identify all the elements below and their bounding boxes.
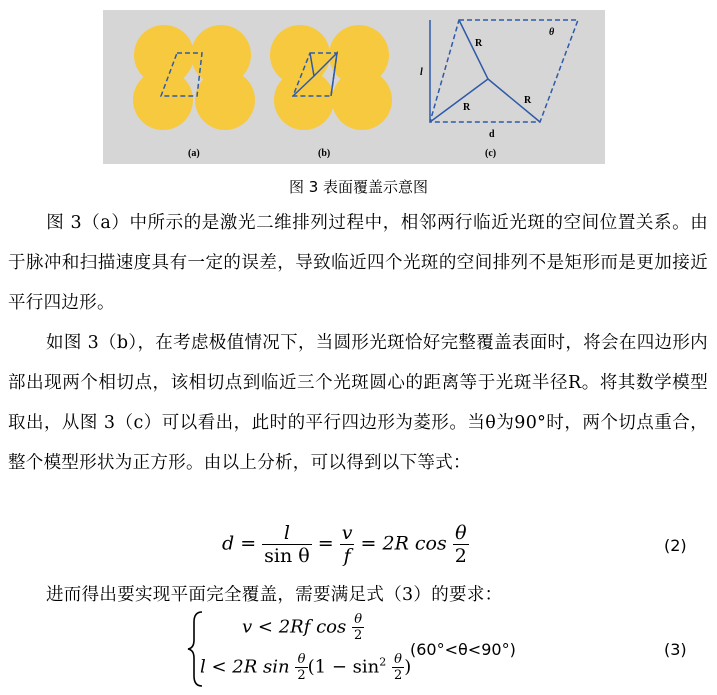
numerator: θ	[453, 522, 469, 545]
spot-circle	[195, 70, 255, 130]
spot-circle	[274, 70, 334, 130]
figure-3	[103, 10, 605, 164]
denominator: 2	[393, 668, 403, 683]
label-theta: θ	[549, 27, 555, 38]
paragraph	[8, 203, 708, 323]
numerator: l	[262, 522, 312, 545]
numerator: θ	[295, 652, 307, 668]
denominator: 2	[297, 668, 306, 683]
radius-line	[488, 79, 540, 122]
fraction	[392, 652, 404, 683]
rhombus-outline	[430, 20, 578, 122]
fraction	[340, 522, 355, 567]
diagram-a	[133, 25, 255, 130]
spot-circle	[332, 70, 392, 130]
denominator: sin θ	[264, 545, 310, 567]
figure-caption: 图 3 表面覆盖示意图	[288, 178, 429, 196]
equation-condition: (60°<θ<90°)	[410, 640, 516, 659]
eq-text: )	[404, 656, 412, 678]
numerator: θ	[392, 652, 404, 668]
radius-lines	[430, 20, 488, 122]
diagram-b	[270, 25, 392, 130]
equation-number: (3)	[664, 640, 687, 659]
fraction	[453, 522, 469, 567]
paragraph	[8, 323, 708, 483]
eq-text: =	[317, 532, 334, 555]
equation-2	[222, 522, 469, 567]
denominator: 2	[454, 545, 467, 567]
equation-3-line-2	[200, 652, 411, 683]
equation-number: (2)	[664, 536, 687, 555]
fraction	[295, 652, 307, 683]
eq-text: v < 2Rf cos	[242, 616, 347, 638]
eq-text: (1 − sin	[307, 656, 380, 678]
eq-text: l < 2R sin	[200, 656, 290, 678]
eq-text: = 2R cos	[360, 532, 447, 555]
paragraph	[8, 575, 708, 615]
figure-3-drawing	[103, 10, 605, 164]
diagram-c	[420, 20, 578, 140]
sub-label-a: (a)	[188, 148, 200, 159]
sub-label-b: (b)	[318, 148, 331, 159]
paragraph-text: 进而得出要实现平面完全覆盖，需要满足式（3）的要求：	[46, 585, 503, 605]
paragraph-text: 如图 3（b），在考虑极值情况下，当圆形光斑恰好完整覆盖表面时，将会在四边形内部出现两个相切点，该相切点到临近三个光斑圆心的距离等于光斑半径R。将其数学模型取出，从图 3（c）可以看出，此时的平行四边形为菱形。当θ为90°时，两个切点重合，整个模型形状为正方形。由以上分析，可以得到以下等式：	[8, 333, 708, 473]
label-d: d	[489, 129, 495, 140]
denominator: 2	[353, 628, 363, 643]
superscript: 2	[379, 655, 387, 669]
label-r: R	[475, 38, 483, 49]
denominator: f	[343, 545, 351, 567]
numerator: v	[341, 522, 353, 544]
fraction	[352, 612, 364, 643]
paragraph-text: 图 3（a）中所示的是激光二维排列过程中，相邻两行临近光斑的空间位置关系。由于脉冲和扫描速度具有一定的误差，导致临近四个光斑的空间排列不是矩形而是更加接近平行四边形。	[8, 213, 708, 313]
equation-3-line-1	[242, 612, 364, 643]
fraction	[262, 522, 312, 567]
label-r: R	[463, 102, 471, 113]
sub-label-c: (c)	[485, 148, 497, 159]
numerator: θ	[352, 612, 364, 628]
eq-text: d =	[222, 532, 257, 555]
spot-circle	[133, 70, 193, 130]
label-l: l	[420, 67, 423, 78]
label-r: R	[524, 95, 532, 106]
